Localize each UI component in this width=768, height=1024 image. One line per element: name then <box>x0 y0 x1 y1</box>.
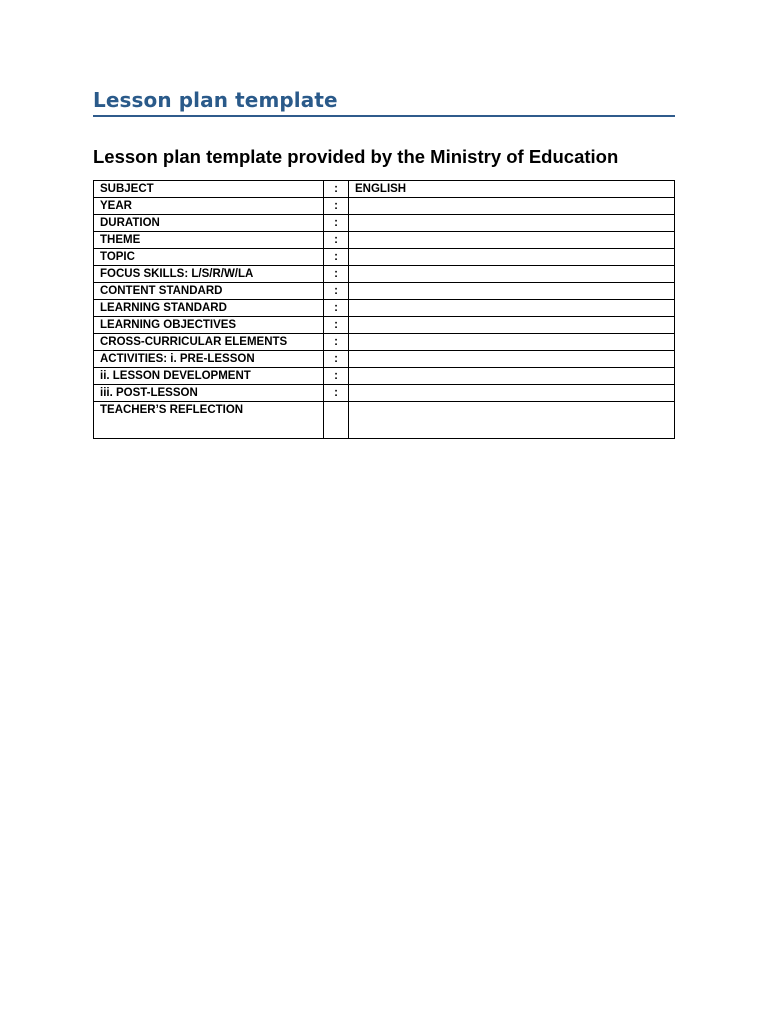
table-row <box>94 198 675 215</box>
document-title: Lesson plan template <box>93 88 338 112</box>
table-row <box>94 402 675 439</box>
row-label-theme: THEME <box>94 232 324 249</box>
lesson-plan-table <box>93 180 675 439</box>
row-separator: : <box>324 249 349 266</box>
table-row <box>94 215 675 232</box>
row-label-teachers-reflection: TEACHER’S REFLECTION <box>94 402 324 439</box>
row-label-duration: DURATION <box>94 215 324 232</box>
row-value-duration <box>349 215 675 232</box>
row-label-learning-standard: LEARNING STANDARD <box>94 300 324 317</box>
row-separator: : <box>324 334 349 351</box>
row-separator: : <box>324 317 349 334</box>
row-label-year: YEAR <box>94 198 324 215</box>
row-value-cross-curricular <box>349 334 675 351</box>
title-underline <box>93 115 675 117</box>
row-label-pre-lesson: ACTIVITIES: i. PRE-LESSON <box>94 351 324 368</box>
row-label-post-lesson: iii. POST-LESSON <box>94 385 324 402</box>
table-row <box>94 249 675 266</box>
table-row <box>94 266 675 283</box>
row-separator: : <box>324 198 349 215</box>
row-value-content-standard <box>349 283 675 300</box>
row-separator: : <box>324 232 349 249</box>
document-page <box>93 88 675 439</box>
row-label-learning-objectives: LEARNING OBJECTIVES <box>94 317 324 334</box>
row-value-topic <box>349 249 675 266</box>
table-row <box>94 181 675 198</box>
row-separator: : <box>324 385 349 402</box>
table-row <box>94 317 675 334</box>
row-separator: : <box>324 181 349 198</box>
row-label-focus-skills: FOCUS SKILLS: L/S/R/W/LA <box>94 266 324 283</box>
row-label-content-standard: CONTENT STANDARD <box>94 283 324 300</box>
row-value-subject: ENGLISH <box>349 181 675 198</box>
row-separator-empty <box>324 402 349 439</box>
document-subtitle: Lesson plan template provided by the Ministry of Education <box>93 146 619 167</box>
table-row <box>94 283 675 300</box>
row-label-subject: SUBJECT <box>94 181 324 198</box>
table-row <box>94 232 675 249</box>
row-value-year <box>349 198 675 215</box>
row-separator: : <box>324 215 349 232</box>
row-separator: : <box>324 283 349 300</box>
table-row <box>94 300 675 317</box>
row-label-lesson-development: ii. LESSON DEVELOPMENT <box>94 368 324 385</box>
row-value-focus-skills <box>349 266 675 283</box>
row-label-cross-curricular: CROSS-CURRICULAR ELEMENTS <box>94 334 324 351</box>
table-row <box>94 385 675 402</box>
row-value-pre-lesson <box>349 351 675 368</box>
row-value-learning-standard <box>349 300 675 317</box>
row-separator: : <box>324 351 349 368</box>
table-row <box>94 334 675 351</box>
row-value-post-lesson <box>349 385 675 402</box>
row-value-theme <box>349 232 675 249</box>
row-value-learning-objectives <box>349 317 675 334</box>
row-separator: : <box>324 266 349 283</box>
row-value-teachers-reflection <box>349 402 675 439</box>
row-value-lesson-development <box>349 368 675 385</box>
table-row <box>94 368 675 385</box>
row-label-topic: TOPIC <box>94 249 324 266</box>
row-separator: : <box>324 368 349 385</box>
table-row <box>94 351 675 368</box>
row-separator: : <box>324 300 349 317</box>
